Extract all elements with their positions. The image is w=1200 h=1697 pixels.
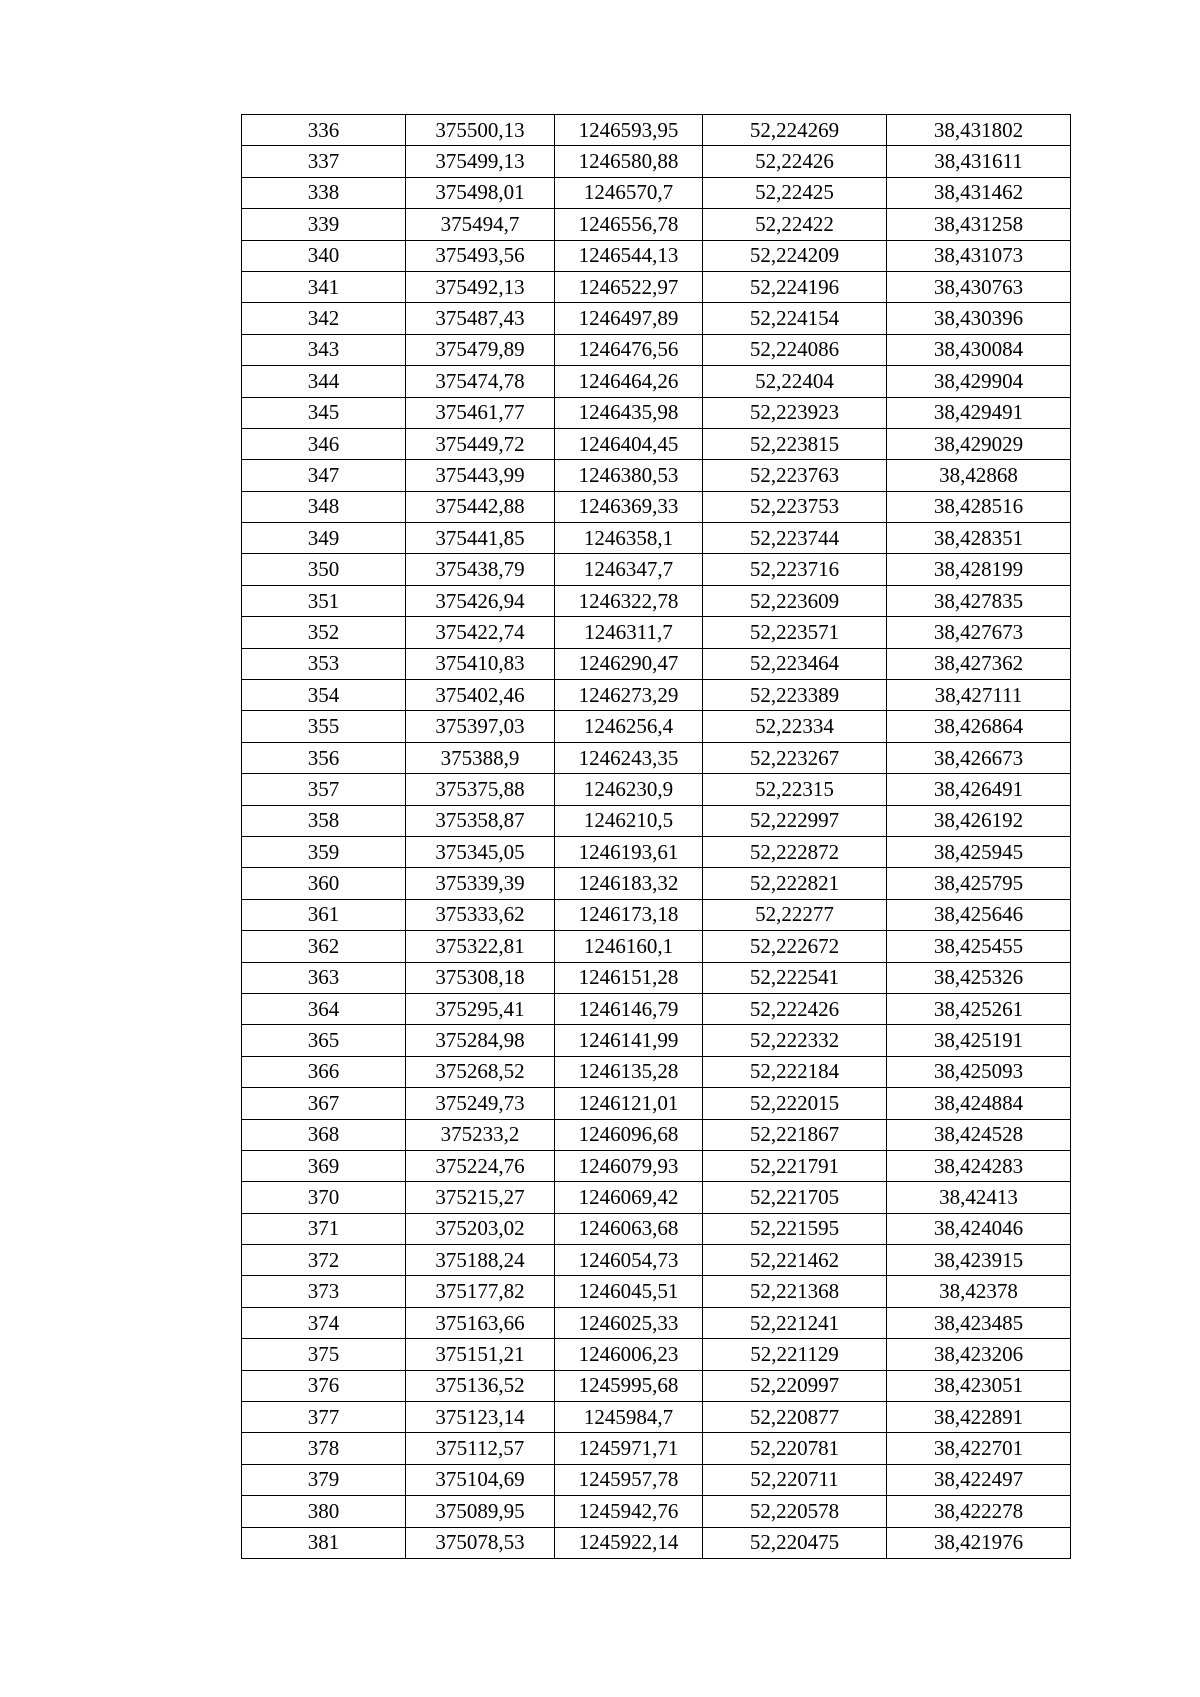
point-number-cell: 375 (242, 1339, 406, 1370)
latitude-cell: 52,223609 (703, 585, 887, 616)
point-number-cell: 337 (242, 146, 406, 177)
x-coordinate-cell: 375461,77 (406, 397, 555, 428)
point-number-cell: 338 (242, 177, 406, 208)
table-row (242, 491, 1071, 522)
longitude-cell: 38,430396 (887, 303, 1071, 334)
table-row (242, 836, 1071, 867)
table-row (242, 1088, 1071, 1119)
y-coordinate-cell: 1245922,14 (555, 1527, 703, 1558)
point-number-cell: 367 (242, 1088, 406, 1119)
x-coordinate-cell: 375078,53 (406, 1527, 555, 1558)
latitude-cell: 52,223464 (703, 648, 887, 679)
table-row (242, 742, 1071, 773)
longitude-cell: 38,422891 (887, 1402, 1071, 1433)
table-row (242, 1025, 1071, 1056)
table-row (242, 240, 1071, 271)
table-row (242, 271, 1071, 302)
point-number-cell: 341 (242, 271, 406, 302)
y-coordinate-cell: 1246069,42 (555, 1182, 703, 1213)
longitude-cell: 38,431258 (887, 209, 1071, 240)
y-coordinate-cell: 1246256,4 (555, 711, 703, 742)
y-coordinate-cell: 1246476,56 (555, 334, 703, 365)
y-coordinate-cell: 1245971,71 (555, 1433, 703, 1464)
table-row (242, 209, 1071, 240)
point-number-cell: 358 (242, 805, 406, 836)
latitude-cell: 52,223744 (703, 523, 887, 554)
table-row (242, 805, 1071, 836)
table-row (242, 303, 1071, 334)
point-number-cell: 355 (242, 711, 406, 742)
y-coordinate-cell: 1245984,7 (555, 1402, 703, 1433)
y-coordinate-cell: 1246593,95 (555, 115, 703, 146)
table-row (242, 146, 1071, 177)
latitude-cell: 52,221241 (703, 1307, 887, 1338)
table-row (242, 177, 1071, 208)
longitude-cell: 38,429029 (887, 428, 1071, 459)
x-coordinate-cell: 375479,89 (406, 334, 555, 365)
point-number-cell: 351 (242, 585, 406, 616)
longitude-cell: 38,429904 (887, 366, 1071, 397)
point-number-cell: 344 (242, 366, 406, 397)
coordinates-table (241, 114, 1071, 1559)
longitude-cell: 38,425795 (887, 868, 1071, 899)
latitude-cell: 52,222672 (703, 931, 887, 962)
longitude-cell: 38,428351 (887, 523, 1071, 554)
x-coordinate-cell: 375345,05 (406, 836, 555, 867)
point-number-cell: 353 (242, 648, 406, 679)
y-coordinate-cell: 1246522,97 (555, 271, 703, 302)
point-number-cell: 366 (242, 1056, 406, 1087)
longitude-cell: 38,424046 (887, 1213, 1071, 1244)
latitude-cell: 52,222332 (703, 1025, 887, 1056)
latitude-cell: 52,221368 (703, 1276, 887, 1307)
y-coordinate-cell: 1246570,7 (555, 177, 703, 208)
x-coordinate-cell: 375333,62 (406, 899, 555, 930)
y-coordinate-cell: 1246404,45 (555, 428, 703, 459)
latitude-cell: 52,222184 (703, 1056, 887, 1087)
point-number-cell: 379 (242, 1464, 406, 1495)
point-number-cell: 381 (242, 1527, 406, 1558)
point-number-cell: 373 (242, 1276, 406, 1307)
x-coordinate-cell: 375358,87 (406, 805, 555, 836)
point-number-cell: 361 (242, 899, 406, 930)
point-number-cell: 346 (242, 428, 406, 459)
point-number-cell: 364 (242, 993, 406, 1024)
x-coordinate-cell: 375339,39 (406, 868, 555, 899)
point-number-cell: 370 (242, 1182, 406, 1213)
x-coordinate-cell: 375449,72 (406, 428, 555, 459)
longitude-cell: 38,42413 (887, 1182, 1071, 1213)
latitude-cell: 52,223389 (703, 680, 887, 711)
latitude-cell: 52,22426 (703, 146, 887, 177)
x-coordinate-cell: 375474,78 (406, 366, 555, 397)
latitude-cell: 52,220578 (703, 1496, 887, 1527)
y-coordinate-cell: 1246243,35 (555, 742, 703, 773)
latitude-cell: 52,223571 (703, 617, 887, 648)
x-coordinate-cell: 375089,95 (406, 1496, 555, 1527)
x-coordinate-cell: 375177,82 (406, 1276, 555, 1307)
longitude-cell: 38,423915 (887, 1245, 1071, 1276)
point-number-cell: 380 (242, 1496, 406, 1527)
point-number-cell: 340 (242, 240, 406, 271)
latitude-cell: 52,223267 (703, 742, 887, 773)
point-number-cell: 356 (242, 742, 406, 773)
x-coordinate-cell: 375494,7 (406, 209, 555, 240)
x-coordinate-cell: 375443,99 (406, 460, 555, 491)
longitude-cell: 38,425191 (887, 1025, 1071, 1056)
x-coordinate-cell: 375322,81 (406, 931, 555, 962)
longitude-cell: 38,427362 (887, 648, 1071, 679)
longitude-cell: 38,421976 (887, 1527, 1071, 1558)
point-number-cell: 352 (242, 617, 406, 648)
y-coordinate-cell: 1246210,5 (555, 805, 703, 836)
point-number-cell: 359 (242, 836, 406, 867)
point-number-cell: 362 (242, 931, 406, 962)
latitude-cell: 52,221705 (703, 1182, 887, 1213)
longitude-cell: 38,431802 (887, 115, 1071, 146)
y-coordinate-cell: 1246290,47 (555, 648, 703, 679)
latitude-cell: 52,22315 (703, 774, 887, 805)
table-row (242, 1150, 1071, 1181)
x-coordinate-cell: 375426,94 (406, 585, 555, 616)
longitude-cell: 38,427111 (887, 680, 1071, 711)
latitude-cell: 52,222541 (703, 962, 887, 993)
y-coordinate-cell: 1246025,33 (555, 1307, 703, 1338)
y-coordinate-cell: 1246497,89 (555, 303, 703, 334)
table-row (242, 774, 1071, 805)
x-coordinate-cell: 375442,88 (406, 491, 555, 522)
y-coordinate-cell: 1246435,98 (555, 397, 703, 428)
y-coordinate-cell: 1245995,68 (555, 1370, 703, 1401)
y-coordinate-cell: 1246311,7 (555, 617, 703, 648)
table-row (242, 585, 1071, 616)
x-coordinate-cell: 375224,76 (406, 1150, 555, 1181)
y-coordinate-cell: 1246380,53 (555, 460, 703, 491)
longitude-cell: 38,425945 (887, 836, 1071, 867)
longitude-cell: 38,426192 (887, 805, 1071, 836)
table-row (242, 1276, 1071, 1307)
x-coordinate-cell: 375438,79 (406, 554, 555, 585)
longitude-cell: 38,425646 (887, 899, 1071, 930)
point-number-cell: 347 (242, 460, 406, 491)
point-number-cell: 377 (242, 1402, 406, 1433)
longitude-cell: 38,426864 (887, 711, 1071, 742)
x-coordinate-cell: 375163,66 (406, 1307, 555, 1338)
longitude-cell: 38,422701 (887, 1433, 1071, 1464)
latitude-cell: 52,22422 (703, 209, 887, 240)
table-row (242, 1496, 1071, 1527)
y-coordinate-cell: 1246273,29 (555, 680, 703, 711)
y-coordinate-cell: 1246135,28 (555, 1056, 703, 1087)
table-row (242, 334, 1071, 365)
y-coordinate-cell: 1246045,51 (555, 1276, 703, 1307)
x-coordinate-cell: 375499,13 (406, 146, 555, 177)
y-coordinate-cell: 1246141,99 (555, 1025, 703, 1056)
x-coordinate-cell: 375388,9 (406, 742, 555, 773)
x-coordinate-cell: 375136,52 (406, 1370, 555, 1401)
table-row (242, 899, 1071, 930)
x-coordinate-cell: 375295,41 (406, 993, 555, 1024)
y-coordinate-cell: 1246121,01 (555, 1088, 703, 1119)
x-coordinate-cell: 375112,57 (406, 1433, 555, 1464)
y-coordinate-cell: 1246544,13 (555, 240, 703, 271)
table-row (242, 962, 1071, 993)
table-row (242, 1307, 1071, 1338)
point-number-cell: 369 (242, 1150, 406, 1181)
longitude-cell: 38,431462 (887, 177, 1071, 208)
table-row (242, 1056, 1071, 1087)
point-number-cell: 360 (242, 868, 406, 899)
point-number-cell: 374 (242, 1307, 406, 1338)
y-coordinate-cell: 1246096,68 (555, 1119, 703, 1150)
table-row (242, 1464, 1071, 1495)
x-coordinate-cell: 375375,88 (406, 774, 555, 805)
x-coordinate-cell: 375410,83 (406, 648, 555, 679)
point-number-cell: 349 (242, 523, 406, 554)
longitude-cell: 38,427835 (887, 585, 1071, 616)
y-coordinate-cell: 1246322,78 (555, 585, 703, 616)
x-coordinate-cell: 375104,69 (406, 1464, 555, 1495)
latitude-cell: 52,224209 (703, 240, 887, 271)
y-coordinate-cell: 1246173,18 (555, 899, 703, 930)
latitude-cell: 52,22425 (703, 177, 887, 208)
point-number-cell: 348 (242, 491, 406, 522)
table-row (242, 617, 1071, 648)
latitude-cell: 52,222872 (703, 836, 887, 867)
y-coordinate-cell: 1246079,93 (555, 1150, 703, 1181)
x-coordinate-cell: 375284,98 (406, 1025, 555, 1056)
longitude-cell: 38,431073 (887, 240, 1071, 271)
point-number-cell: 378 (242, 1433, 406, 1464)
table-row (242, 428, 1071, 459)
longitude-cell: 38,422278 (887, 1496, 1071, 1527)
latitude-cell: 52,223753 (703, 491, 887, 522)
longitude-cell: 38,430763 (887, 271, 1071, 302)
table-row (242, 1402, 1071, 1433)
y-coordinate-cell: 1245957,78 (555, 1464, 703, 1495)
y-coordinate-cell: 1246556,78 (555, 209, 703, 240)
longitude-cell: 38,430084 (887, 334, 1071, 365)
longitude-cell: 38,427673 (887, 617, 1071, 648)
table-row (242, 1119, 1071, 1150)
longitude-cell: 38,42868 (887, 460, 1071, 491)
latitude-cell: 52,222821 (703, 868, 887, 899)
x-coordinate-cell: 375492,13 (406, 271, 555, 302)
latitude-cell: 52,220997 (703, 1370, 887, 1401)
latitude-cell: 52,223716 (703, 554, 887, 585)
latitude-cell: 52,221129 (703, 1339, 887, 1370)
table-row (242, 1433, 1071, 1464)
latitude-cell: 52,221595 (703, 1213, 887, 1244)
table-row (242, 1527, 1071, 1558)
y-coordinate-cell: 1246183,32 (555, 868, 703, 899)
table-row (242, 1339, 1071, 1370)
table-row (242, 1370, 1071, 1401)
y-coordinate-cell: 1245942,76 (555, 1496, 703, 1527)
table-row (242, 931, 1071, 962)
table-row (242, 1182, 1071, 1213)
longitude-cell: 38,426491 (887, 774, 1071, 805)
table-row (242, 115, 1071, 146)
y-coordinate-cell: 1246369,33 (555, 491, 703, 522)
longitude-cell: 38,424884 (887, 1088, 1071, 1119)
x-coordinate-cell: 375422,74 (406, 617, 555, 648)
x-coordinate-cell: 375268,52 (406, 1056, 555, 1087)
point-number-cell: 376 (242, 1370, 406, 1401)
latitude-cell: 52,224086 (703, 334, 887, 365)
latitude-cell: 52,222015 (703, 1088, 887, 1119)
longitude-cell: 38,425455 (887, 931, 1071, 962)
longitude-cell: 38,429491 (887, 397, 1071, 428)
longitude-cell: 38,431611 (887, 146, 1071, 177)
y-coordinate-cell: 1246006,23 (555, 1339, 703, 1370)
longitude-cell: 38,424528 (887, 1119, 1071, 1150)
longitude-cell: 38,423051 (887, 1370, 1071, 1401)
table-row (242, 868, 1071, 899)
longitude-cell: 38,428199 (887, 554, 1071, 585)
table-row (242, 523, 1071, 554)
latitude-cell: 52,223815 (703, 428, 887, 459)
latitude-cell: 52,224196 (703, 271, 887, 302)
x-coordinate-cell: 375500,13 (406, 115, 555, 146)
table-row (242, 680, 1071, 711)
coordinates-table-body (242, 115, 1071, 1559)
table-row (242, 460, 1071, 491)
latitude-cell: 52,220475 (703, 1527, 887, 1558)
y-coordinate-cell: 1246358,1 (555, 523, 703, 554)
longitude-cell: 38,425093 (887, 1056, 1071, 1087)
point-number-cell: 345 (242, 397, 406, 428)
latitude-cell: 52,222997 (703, 805, 887, 836)
table-row (242, 1245, 1071, 1276)
longitude-cell: 38,424283 (887, 1150, 1071, 1181)
x-coordinate-cell: 375487,43 (406, 303, 555, 334)
latitude-cell: 52,224269 (703, 115, 887, 146)
x-coordinate-cell: 375441,85 (406, 523, 555, 554)
latitude-cell: 52,221791 (703, 1150, 887, 1181)
point-number-cell: 336 (242, 115, 406, 146)
x-coordinate-cell: 375215,27 (406, 1182, 555, 1213)
x-coordinate-cell: 375233,2 (406, 1119, 555, 1150)
latitude-cell: 52,223923 (703, 397, 887, 428)
x-coordinate-cell: 375151,21 (406, 1339, 555, 1370)
point-number-cell: 363 (242, 962, 406, 993)
x-coordinate-cell: 375188,24 (406, 1245, 555, 1276)
y-coordinate-cell: 1246347,7 (555, 554, 703, 585)
longitude-cell: 38,425261 (887, 993, 1071, 1024)
latitude-cell: 52,220711 (703, 1464, 887, 1495)
y-coordinate-cell: 1246146,79 (555, 993, 703, 1024)
x-coordinate-cell: 375123,14 (406, 1402, 555, 1433)
y-coordinate-cell: 1246151,28 (555, 962, 703, 993)
latitude-cell: 52,222426 (703, 993, 887, 1024)
x-coordinate-cell: 375397,03 (406, 711, 555, 742)
latitude-cell: 52,22334 (703, 711, 887, 742)
longitude-cell: 38,422497 (887, 1464, 1071, 1495)
table-row (242, 1213, 1071, 1244)
table-row (242, 993, 1071, 1024)
latitude-cell: 52,22277 (703, 899, 887, 930)
x-coordinate-cell: 375249,73 (406, 1088, 555, 1119)
table-row (242, 554, 1071, 585)
y-coordinate-cell: 1246193,61 (555, 836, 703, 867)
latitude-cell: 52,220781 (703, 1433, 887, 1464)
point-number-cell: 354 (242, 680, 406, 711)
y-coordinate-cell: 1246063,68 (555, 1213, 703, 1244)
longitude-cell: 38,426673 (887, 742, 1071, 773)
point-number-cell: 339 (242, 209, 406, 240)
latitude-cell: 52,221462 (703, 1245, 887, 1276)
table-row (242, 366, 1071, 397)
point-number-cell: 350 (242, 554, 406, 585)
latitude-cell: 52,22404 (703, 366, 887, 397)
latitude-cell: 52,223763 (703, 460, 887, 491)
point-number-cell: 372 (242, 1245, 406, 1276)
y-coordinate-cell: 1246230,9 (555, 774, 703, 805)
y-coordinate-cell: 1246160,1 (555, 931, 703, 962)
x-coordinate-cell: 375493,56 (406, 240, 555, 271)
y-coordinate-cell: 1246464,26 (555, 366, 703, 397)
point-number-cell: 371 (242, 1213, 406, 1244)
y-coordinate-cell: 1246054,73 (555, 1245, 703, 1276)
latitude-cell: 52,220877 (703, 1402, 887, 1433)
point-number-cell: 357 (242, 774, 406, 805)
x-coordinate-cell: 375402,46 (406, 680, 555, 711)
point-number-cell: 368 (242, 1119, 406, 1150)
longitude-cell: 38,428516 (887, 491, 1071, 522)
latitude-cell: 52,224154 (703, 303, 887, 334)
longitude-cell: 38,423485 (887, 1307, 1071, 1338)
x-coordinate-cell: 375498,01 (406, 177, 555, 208)
x-coordinate-cell: 375308,18 (406, 962, 555, 993)
latitude-cell: 52,221867 (703, 1119, 887, 1150)
table-row (242, 397, 1071, 428)
point-number-cell: 342 (242, 303, 406, 334)
longitude-cell: 38,425326 (887, 962, 1071, 993)
x-coordinate-cell: 375203,02 (406, 1213, 555, 1244)
longitude-cell: 38,423206 (887, 1339, 1071, 1370)
table-row (242, 711, 1071, 742)
point-number-cell: 343 (242, 334, 406, 365)
point-number-cell: 365 (242, 1025, 406, 1056)
y-coordinate-cell: 1246580,88 (555, 146, 703, 177)
longitude-cell: 38,42378 (887, 1276, 1071, 1307)
table-row (242, 648, 1071, 679)
